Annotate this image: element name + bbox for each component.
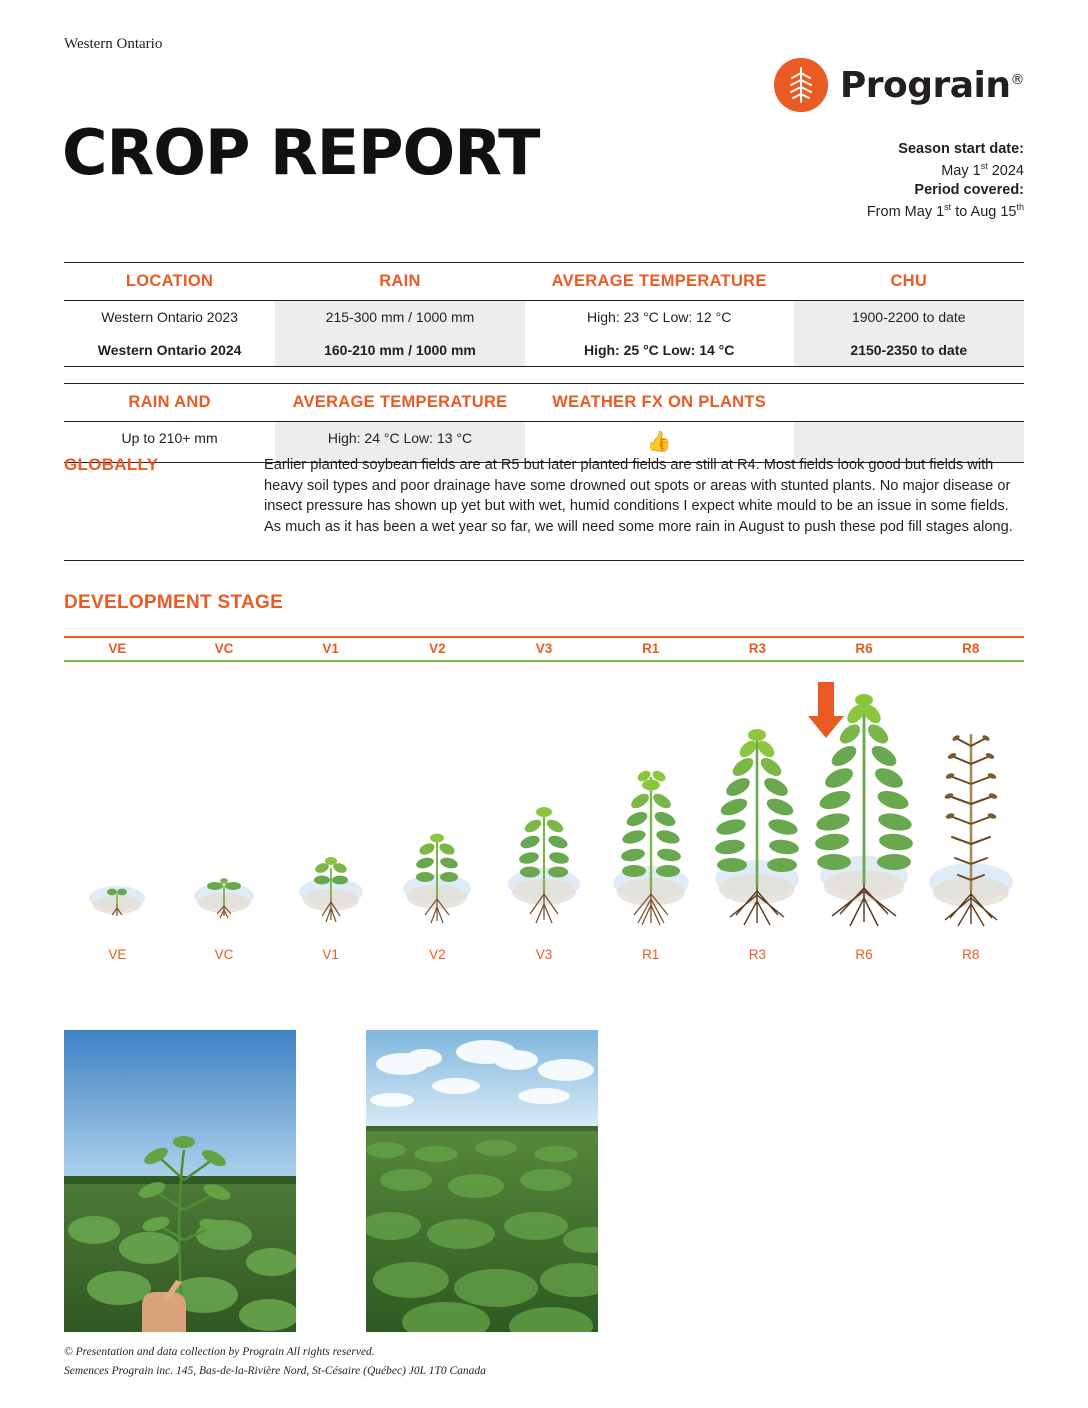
column-header-location: LOCATION	[125, 272, 214, 290]
column-header-average-temperature: AVERAGE TEMPERATURE	[292, 393, 508, 411]
page-title: CROP REPORT	[62, 116, 540, 189]
stage-label-r3: R3	[748, 641, 766, 656]
plant-stage-r1	[597, 672, 704, 962]
table-row	[64, 334, 1024, 367]
cell-location-2024: Western Ontario 2024	[97, 341, 242, 358]
logo-word-text: Prograin	[839, 64, 1011, 106]
cell-location-2023: Western Ontario 2023	[101, 309, 238, 326]
logo-registered-mark: ®	[1010, 71, 1024, 88]
season-start-value: May 1st 2024	[941, 160, 1024, 179]
prograin-logo	[774, 58, 1024, 112]
globally-section	[64, 455, 1024, 561]
summary-table	[64, 262, 1024, 367]
period-covered-label: Period covered:	[914, 181, 1024, 198]
photo-gallery	[64, 1030, 598, 1332]
footer-copyright: © Presentation and data collection by Prograin All rights reserved.	[64, 1346, 375, 1359]
soybean-field-photo	[366, 1030, 598, 1332]
development-stage-title: DEVELOPMENT STAGE	[64, 592, 284, 613]
cell-temperature-2024: High: 25 °C Low: 14 °C	[583, 341, 735, 358]
column-header-weather-fx: WEATHER FX ON PLANTS	[552, 393, 767, 411]
cell-forecast-temperature: High: 24 °C Low: 13 °C	[275, 422, 525, 462]
table-header-row	[64, 262, 1024, 301]
table-row	[64, 301, 1024, 333]
stage-caption-v3: V3	[535, 947, 553, 962]
soybean-plant-r6-icon	[802, 676, 926, 928]
stage-caption-vc: VC	[214, 947, 234, 962]
stage-label-r1: R1	[642, 641, 660, 656]
cell-rain-2023: 215-300 mm / 1000 mm	[275, 301, 525, 333]
soybean-plant-v3-icon	[491, 778, 597, 928]
plant-stage-v3	[491, 672, 598, 962]
soybean-plant-vc-icon	[179, 848, 269, 928]
axis-line-top	[64, 636, 1024, 638]
development-stage-illustrations	[64, 672, 1024, 962]
stage-caption-r1: R1	[642, 947, 660, 962]
stage-label-v2: V2	[429, 641, 446, 656]
stage-caption-r8: R8	[962, 947, 980, 962]
plant-stage-r6	[811, 672, 918, 962]
forecast-header-row	[64, 383, 1024, 422]
axis-line-green	[64, 660, 1024, 662]
stage-caption-ve: VE	[108, 947, 127, 962]
prograin-logo-icon	[774, 58, 828, 112]
soybean-plant-closeup-image	[64, 1030, 296, 1332]
development-stage-axis	[64, 636, 1024, 662]
stage-label-v1: V1	[322, 641, 339, 656]
soybean-plant-r3-icon	[698, 703, 816, 928]
plant-stage-v1	[277, 672, 384, 962]
stage-caption-r6: R6	[855, 947, 873, 962]
stage-label-r8: R8	[962, 641, 980, 656]
forecast-table	[64, 383, 1024, 463]
stage-caption-v1: V1	[322, 947, 339, 962]
soybean-plant-r8-icon	[912, 706, 1030, 928]
plant-stage-ve	[64, 672, 171, 962]
soybean-plant-v1-icon	[284, 828, 378, 928]
soybean-plant-r1-icon	[596, 743, 706, 928]
cell-chu-2023: 1900-2200 to date	[794, 301, 1024, 333]
column-header-rain-and: RAIN AND	[128, 393, 211, 411]
soybean-plant-ve-icon	[74, 858, 160, 928]
logo-wordmark	[840, 65, 1024, 106]
stage-label-ve: VE	[108, 641, 127, 656]
soybean-plant-closeup-photo	[64, 1030, 296, 1332]
period-covered-value: From May 1st to Aug 15th	[866, 201, 1024, 220]
stage-caption-v2: V2	[429, 947, 446, 962]
cell-rain-2024: 160-210 mm / 1000 mm	[275, 334, 525, 366]
wheat-icon	[774, 58, 828, 112]
cell-temperature-2023: High: 23 °C Low: 12 °C	[587, 309, 732, 326]
plant-stage-vc	[171, 672, 278, 962]
column-header-temperature: AVERAGE TEMPERATURE	[551, 272, 767, 290]
plant-stage-r8	[917, 672, 1024, 962]
region-label: Western Ontario	[64, 36, 163, 52]
stage-label-vc: VC	[214, 641, 234, 656]
cell-forecast-rain: Up to 210+ mm	[121, 430, 218, 447]
column-header-rain: RAIN	[379, 272, 421, 290]
footer	[64, 1343, 486, 1380]
thumbs-up-icon: 👍	[646, 431, 672, 454]
soybean-field-image	[366, 1030, 598, 1332]
column-header-chu: CHU	[890, 272, 928, 290]
column-header-blank	[794, 384, 1024, 421]
season-start-label: Season start date:	[898, 141, 1024, 157]
stage-label-v3: V3	[535, 641, 553, 656]
stage-caption-r3: R3	[748, 947, 766, 962]
stage-label-row	[64, 641, 1024, 656]
footer-address: Semences Prograin inc. 145, Bas-de-la-Rivière Nord, St-Césaire (Québec) J0L 1T0 Canada	[64, 1364, 486, 1377]
season-info	[867, 140, 1024, 222]
plant-stage-v2	[384, 672, 491, 962]
cell-chu-2024: 2150-2350 to date	[794, 334, 1024, 366]
globally-title: GLOBALLY	[64, 455, 159, 474]
globally-text: Earlier planted soybean fields are at R5 but later planted fields are still at R4. Most fields look good but fields with heavy soil types and poor drainage have some drowned out spots or areas with stunted plants. No major disease or insect pressure has shown up yet but with wet, humid conditions I expect white mould to be an issue in some fields. As much as it has been a wet year so far, we will need some more rain in August to push these pod fill stages along.	[264, 457, 1013, 536]
plant-stage-r3	[704, 672, 811, 962]
soybean-plant-v2-icon	[387, 803, 487, 928]
stage-label-r6: R6	[855, 641, 873, 656]
